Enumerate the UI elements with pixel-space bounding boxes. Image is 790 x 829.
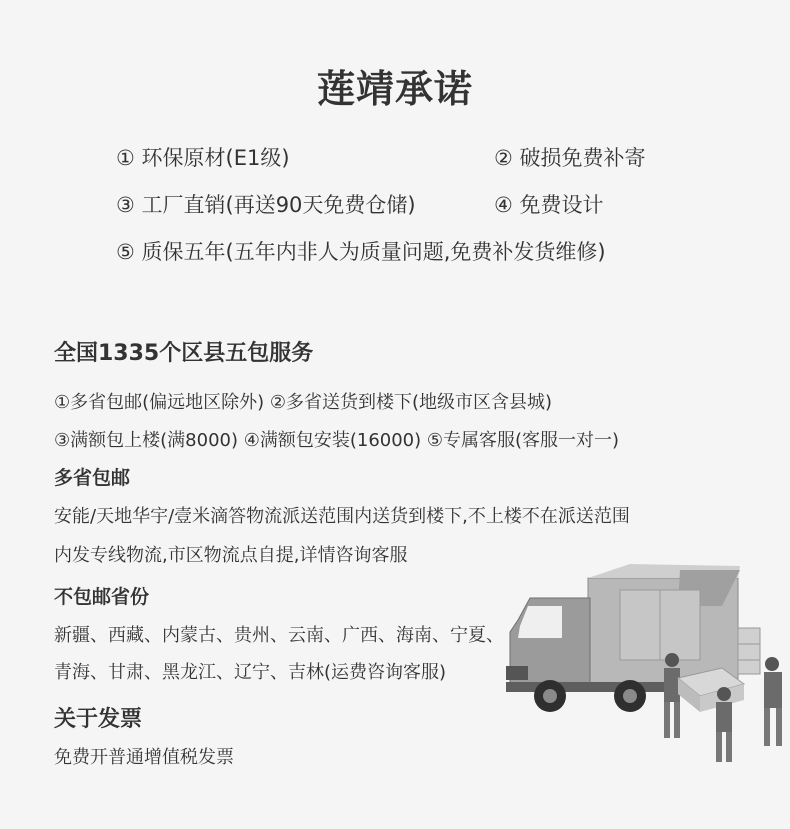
- promise-2: ② 破损免费补寄: [494, 146, 646, 170]
- delivery-truck-illustration: [500, 560, 790, 770]
- promise-1: ① 环保原材(E1级): [116, 146, 290, 170]
- promise-3: ③ 工厂直销(再送90天免费仓储): [116, 193, 416, 217]
- service-heading: 全国1335个区县五包服务: [54, 341, 314, 366]
- excluded-text-1: 新疆、西藏、内蒙古、贵州、云南、广西、海南、宁夏、: [54, 625, 504, 646]
- promise-4: ④ 免费设计: [494, 193, 604, 217]
- service-line-2: ③满额包上楼(满8000) ④满额包安装(16000) ⑤专属客服(客服一对一): [54, 430, 620, 451]
- invoice-heading: 关于发票: [54, 707, 143, 732]
- service-line-1: ①多省包邮(偏远地区除外) ②多省送货到楼下(地级市区含县城): [54, 392, 553, 413]
- excluded-heading: 不包邮省份: [54, 586, 150, 608]
- shipping-text-2: 内发专线物流,市区物流点自提,详情咨询客服: [54, 545, 408, 566]
- shipping-heading: 多省包邮: [54, 467, 131, 489]
- excluded-text-2: 青海、甘肃、黑龙江、辽宁、吉林(运费咨询客服): [54, 662, 447, 683]
- promise-5: ⑤ 质保五年(五年内非人为质量问题,免费补发货维修): [116, 240, 606, 264]
- invoice-text: 免费开普通增值税发票: [54, 747, 234, 768]
- shipping-text-1: 安能/天地华宇/壹米滴答物流派送范围内送货到楼下,不上楼不在派送范围: [54, 506, 630, 527]
- page-title: 莲靖承诺: [316, 67, 473, 111]
